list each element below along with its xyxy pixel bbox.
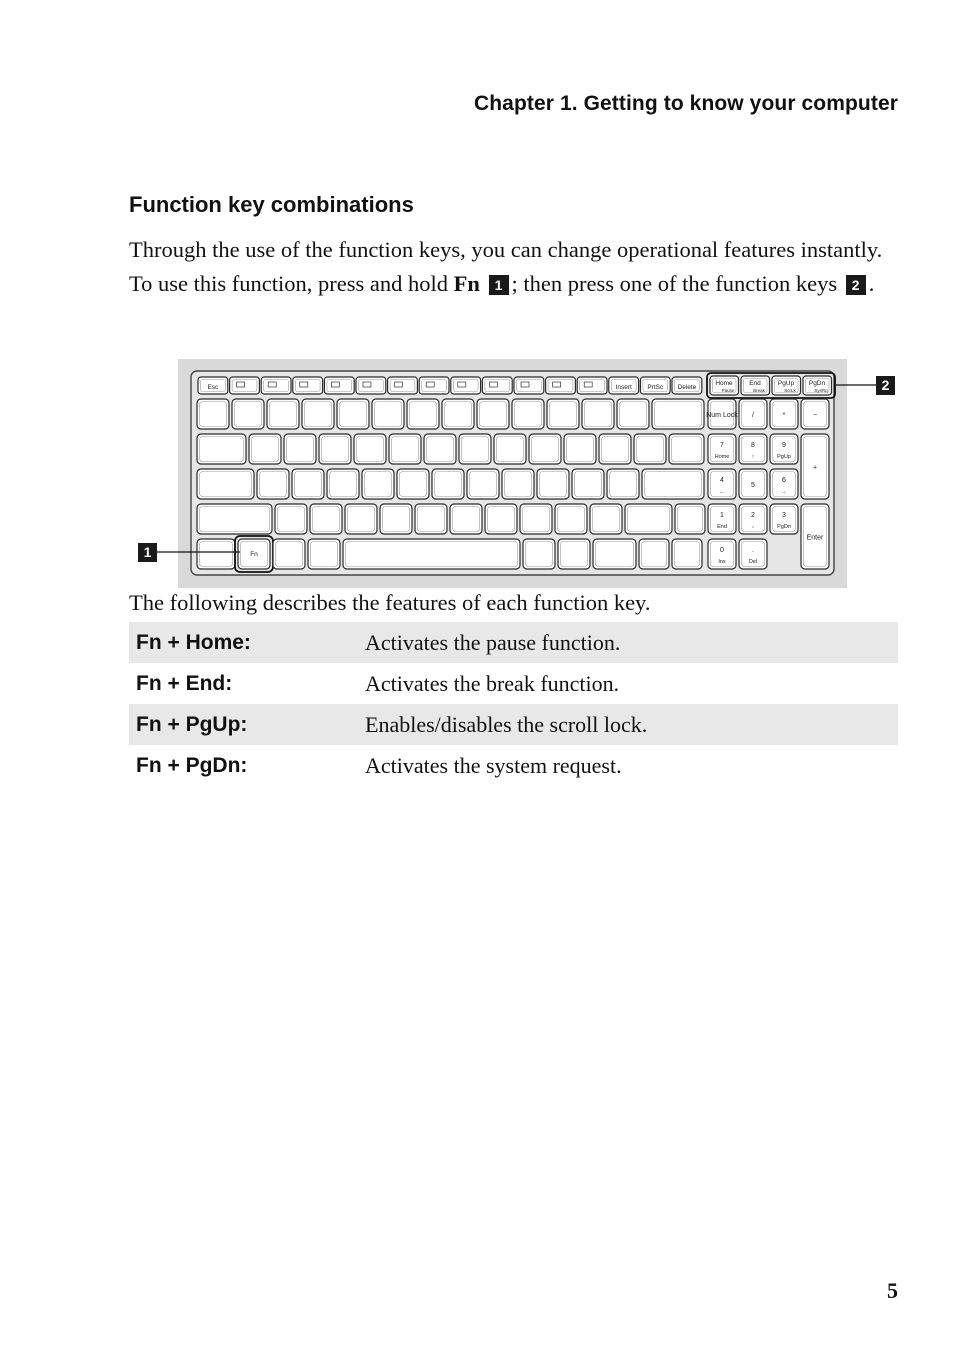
chapter-header: Chapter 1. Getting to know your computer xyxy=(473,92,898,115)
fn-key-text: Fn xyxy=(453,271,480,296)
numpad-7-key-sub-label: Home xyxy=(714,454,730,460)
table-row xyxy=(129,622,898,663)
combo-key: Fn + End: xyxy=(136,671,233,695)
function-key-label: PrtSc xyxy=(647,384,664,391)
nav-key-top-label: PgDn xyxy=(808,380,826,387)
combo-description: Enables/disables the scroll lock. xyxy=(358,704,898,745)
numpad-numlock-key-label: Num Lock xyxy=(706,412,738,419)
numpad-6-key-label: 6 xyxy=(782,477,786,484)
lead-text: The following describes the features of each function key. xyxy=(129,590,651,615)
table-row xyxy=(129,745,898,786)
numpad-9-key-sub-label: PgUp xyxy=(777,454,791,460)
nav-key-bottom-label: Break xyxy=(753,388,765,393)
combo-key: Fn + PgDn: xyxy=(136,753,248,777)
numpad-7-key-label: 7 xyxy=(720,442,724,449)
callout-badge-1: 1 xyxy=(489,275,509,295)
numpad-1-key-sub-label: End xyxy=(717,524,727,530)
function-key-table xyxy=(129,622,898,786)
callout-badge-2: 2 xyxy=(846,275,866,295)
function-key-label: Esc xyxy=(207,384,219,391)
numpad-0-key-sub-label: Ins xyxy=(718,559,726,565)
table-row xyxy=(129,663,898,704)
combo-description: Activates the pause function. xyxy=(358,622,898,663)
numpad-plus-key-label: + xyxy=(812,464,818,472)
nav-key-bottom-label: Pause xyxy=(721,388,735,393)
numpad-9-key-label: 9 xyxy=(782,442,786,449)
fn-key-label: Fn xyxy=(250,551,258,558)
numpad-dot-key-sub-label: Del xyxy=(748,559,758,565)
table-row xyxy=(129,704,898,745)
numpad-star-key-label: * xyxy=(782,412,786,419)
combo-key: Fn + Home: xyxy=(129,622,358,663)
callout-badge-figure-1: 1 xyxy=(138,543,157,562)
numpad-3-key-sub-label: PgDn xyxy=(777,524,791,530)
numpad-3-key-label: 3 xyxy=(782,512,786,519)
nav-key-bottom-label: SysRq xyxy=(814,388,828,393)
callout-badge-figure-2: 2 xyxy=(876,376,895,395)
nav-key-top-label: End xyxy=(749,380,761,387)
function-key-label: Insert xyxy=(615,384,632,391)
numpad-4-key-label: 4 xyxy=(720,477,724,484)
nav-key-bottom-label: ScrLk xyxy=(784,388,796,393)
page-number: 5 xyxy=(887,1278,898,1303)
numpad-5-key-label: 5 xyxy=(751,482,755,489)
combo-key: Fn + PgUp: xyxy=(129,704,358,745)
nav-key-top-label: Home xyxy=(715,380,733,387)
numpad-2-key-label: 2 xyxy=(751,512,755,519)
intro-end: . xyxy=(868,271,875,296)
numpad-minus-key-label: − xyxy=(812,412,818,419)
numpad-enter-key-label: Enter xyxy=(806,534,824,542)
nav-key-top-label: PgUp xyxy=(777,380,795,387)
numpad-8-key-label: 8 xyxy=(751,442,755,449)
numpad-slash-key-label: / xyxy=(752,412,754,419)
numpad-dot-key-label: . xyxy=(752,547,754,554)
numpad-8-key-sub-label: ↑ xyxy=(751,454,755,460)
numpad-4-key-sub-label: ← xyxy=(719,489,725,495)
numpad-0-key-label: 0 xyxy=(720,547,724,554)
combo-description: Activates the system request. xyxy=(365,752,622,778)
intro-text-2: ; then press one of the function keys xyxy=(511,271,843,296)
combo-description: Activates the break function. xyxy=(365,670,620,696)
numpad-1-key-label: 1 xyxy=(720,512,724,519)
section-title: Function key combinations xyxy=(129,192,414,217)
function-key-label: Delete xyxy=(677,384,697,391)
numpad-6-key-sub-label: → xyxy=(781,489,787,495)
intro-text-1: Through the use of the function keys, you can change operational features instantly. To use this function, press and hold xyxy=(129,237,883,296)
numpad-2-key-sub-label: ↓ xyxy=(751,524,755,530)
